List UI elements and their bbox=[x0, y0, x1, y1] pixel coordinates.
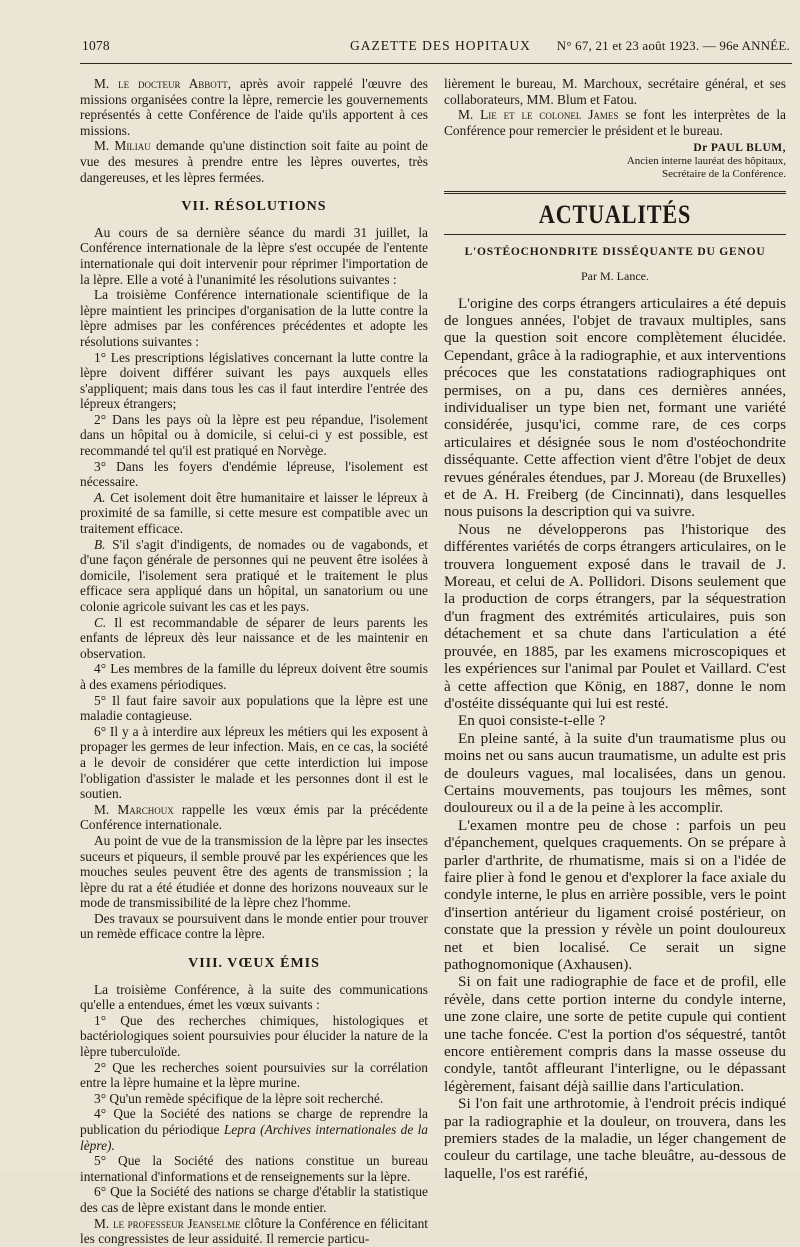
paragraph-text: clôture la Conférence en félicitant les congressistes de leur assiduité. Il remercie particu- bbox=[80, 1215, 428, 1247]
speaker-name: M. Lie et le colonel James bbox=[458, 107, 619, 123]
speaker-name: M. le docteur Abbott, bbox=[94, 76, 232, 91]
section-divider bbox=[444, 191, 786, 194]
paragraph: Au point de vue de la transmission de la lèpre par les insectes suceurs et piqueurs, il semble prouvé par les expériences que les mouches seules peuvent être des agents de transmission ; la lèpre du rat a été étudiée et donne des horizons nouveaux sur le mode de transmissibilité de la lèpre chez l'homme. bbox=[80, 832, 428, 911]
issue-info: N° 67, 21 et 23 août 1923. — 96e ANNÉE. bbox=[556, 38, 790, 53]
section-banner: ACTUALITÉS bbox=[538, 200, 692, 230]
paragraph-text: se font les interprètes de la Conférence pour remercier le président et le bureau. bbox=[444, 107, 786, 138]
resolution-item: 3° Dans les foyers d'endémie lépreuse, l'isolement est nécessaire. bbox=[80, 458, 428, 490]
abbott-paragraph bbox=[80, 76, 428, 138]
item-label: A. bbox=[94, 489, 106, 505]
article-paragraph: Si on fait une radiographie de face et de profil, elle révèle, dans cette portion interne du condyle interne, une zone claire, une sorte de petite cupule qui contient une tache foncée. C'est la portion d'os séquestré, tantôt encore entièrement compris dans la masse osseuse du condyle, tantôt affleurant l'interligne, ou le dépassant légèrement, faisant déjà saillie dans l'articulation. bbox=[444, 973, 786, 1095]
voeu-item bbox=[80, 1106, 428, 1153]
paragraph: lièrement le bureau, M. Marchoux, secrétaire général, et ses collaborateurs, MM. Blum et Fatou. bbox=[444, 76, 786, 107]
paragraph: Des travaux se poursuivent dans le monde entier pour trouver un remède efficace contre la lèpre. bbox=[80, 910, 428, 942]
left-column bbox=[80, 76, 428, 1247]
article-paragraph: En pleine santé, à la suite d'un traumatisme plus ou moins net ou sans aucun traumatisme, un adulte est pris de douleurs vagues, mal localisées, dans un genou. Certains mouvements, pas toujours les mêmes, sont douloureux ou il a de la peine à les accomplir. bbox=[444, 729, 786, 817]
item-label: C. bbox=[94, 614, 107, 630]
page-number: 1078 bbox=[82, 38, 110, 53]
banner-rule bbox=[444, 234, 786, 235]
article-paragraph: L'origine des corps étrangers articulaires a été depuis de longues années, l'objet de travaux multiples, sans que la question soit encore complètement élucidée. Cependant, grâce à la radiographie, et aux interventions précoces que les constatations radiographiques ont permises, on a pu, dans ces dernières années, individualiser un type bien net, formant une variété considérée, jusqu'ici, comme rare, de ces corps articulaires et désignée sous le nom d'ostéochondrite disséquante. Cette affection vient d'être l'objet de deux revues générales étendues, par J. Moreau (de Bruxelles) et de A. H. Freiberg (de Cincinnati), dans lesquelles nous puisons la description qui va suivre. bbox=[444, 294, 786, 521]
page-header bbox=[70, 38, 790, 64]
journal-title: GAZETTE DES HOPITAUX bbox=[350, 38, 531, 53]
resolution-sub-item bbox=[80, 490, 428, 537]
paragraph-text: S'il s'agit d'indigents, de nomades ou de vagabonds, et d'une façon générale de personnes qui ne peuvent être isolées à domicile, l'isolement sera pratiqué et le traitement le plus efficace sera appliqué dans un hôpital, un sanatorium ou une colonie agricole suivant les cas et les pays. bbox=[80, 536, 428, 614]
voeu-item: 1° Que des recherches chimiques, histologiques et bactériologiques soient poursuivies pour élucider la nature de la lèpre tuberculoïde. bbox=[80, 1012, 428, 1060]
signature-name: Dr PAUL BLUM, bbox=[693, 142, 786, 155]
article-paragraph: Si l'on fait une arthrotomie, à l'endroit précis indiqué par la radiographie et la douleur, on trouvera, dans les premiers stades de la maladie, un léger changement de couleur du cartilage, une tache bleuâtre, au-dessous de laquelle, l'os est raréfié, bbox=[444, 1095, 786, 1182]
item-label: B. bbox=[94, 536, 106, 552]
article-byline: Par M. Lance. bbox=[581, 268, 649, 283]
paragraph-text: Cet isolement doit être humanitaire et laisser le lépreux à proximité de sa famille, si cette mesure est compatible avec un traitement efficace. bbox=[80, 489, 428, 537]
section-title-voeux: VIII. VŒUX ÉMIS bbox=[188, 956, 320, 972]
lie-james-paragraph bbox=[444, 107, 786, 138]
signature-role: Secrétaire de la Conférence. bbox=[662, 168, 786, 181]
paragraph: La troisième Conférence internationale scientifique de la lèpre maintient les principes d'organisation de la lutte contre la lèpre admises par les conférences précédentes et adopte les résolutions suivantes : bbox=[80, 287, 428, 349]
resolution-item: 4° Les membres de la famille du lépreux doivent être soumis à des examens périodiques. bbox=[80, 661, 428, 692]
voeu-item: 2° Que les recherches soient poursuivies sur la corrélation entre la lèpre humaine et la lèpre murine. bbox=[80, 1059, 428, 1091]
speaker-name: M. Marchoux bbox=[94, 801, 174, 817]
paragraph-text: Il est recommandable de séparer de leurs parents les enfants de lépreux dès leur naissance et de les maintenir en observation. bbox=[80, 614, 428, 661]
miliau-paragraph bbox=[80, 138, 428, 185]
article-paragraph: Nous ne développerons pas l'historique des différentes variétés de corps étrangers articulaires, on le trouvera longuement exposé dans le travail de J. Moreau, et celui de A. Pollidori. Disons seulement que la production de corps étrangers, par la séquestration d'un fragment des extrémités articulaires, puis son détachement et sa chute dans l'articulation a été prouvée, en 1885, par les examens microscopiques et les expériences sur l'animal par Poulet et Vaillard. C'est à cette affection que König, en 1887, donne le nom d'ostéite disséquante qui lui est resté. bbox=[444, 520, 786, 712]
resolution-item: 6° Il y a à interdire aux lépreux les métiers qui les exposent à propager les germes de leur infection. Mais, en ce cas, la société a le devoir de considérer que cette interdiction lui impose l'obligation d'assister le malade et les personnes dont il est le soutien. bbox=[80, 723, 428, 802]
resolution-sub-item bbox=[80, 537, 428, 615]
section-title-resolutions: VII. RÉSOLUTIONS bbox=[181, 199, 327, 215]
article-paragraph: L'examen montre peu de chose : parfois un peu d'épanchement, quelques craquements. On se prépare à parler d'arthrite, de rhumatisme, mais si on a l'idée de faire plier à fond le genou et d'explorer la face axiale du condyle interne, le plus en arrière possible, vers le point d'insertion antérieur du ligament croisé postérieur, on constate que la pression y révèle un point douloureux net et bien localisé. Ce serait un signe pathognomonique (Axhausen). bbox=[444, 816, 786, 973]
resolution-sub-item bbox=[80, 615, 428, 662]
header-rule bbox=[80, 63, 792, 64]
resolution-item: 1° Les prescriptions législatives concernant la lutte contre la lèpre doivent différer suivant les pays auxquels elles s'appliquent; mais dans tous les cas il faut interdire l'entrée des lépreux étrangers; bbox=[80, 349, 428, 412]
paragraph-text: rappelle les vœux émis par la précédente Conférence internationale. bbox=[80, 801, 428, 833]
article-title: L'OSTÉOCHONDRITE DISSÉQUANTE DU GENOU bbox=[464, 246, 766, 259]
speaker-name: M. Miliau bbox=[94, 138, 151, 154]
periodical-title: Lepra (Archives internationales de la lèpre). bbox=[80, 1122, 428, 1153]
paragraph: La troisième Conférence, à la suite des communications qu'elle a entendues, émet les vœux suivants : bbox=[80, 981, 428, 1013]
closing-paragraph bbox=[80, 1216, 428, 1247]
resolution-item: 5° Il faut faire savoir aux populations que la lèpre est une maladie contagieuse. bbox=[80, 692, 428, 724]
paragraph: Au cours de sa dernière séance du mardi 31 juillet, la Conférence internationale de la lèpre s'est occupée de l'entente internationale qui doit intervenir pour réprimer l'importation de la lèpre. Elle a voté à l'unanimité les résolutions suivantes : bbox=[80, 224, 428, 287]
voeu-item: 5° Que la Société des nations constitue un bureau international d'informations et de renseignements sur la lèpre. bbox=[80, 1153, 428, 1184]
voeu-item: 3° Qu'un remède spécifique de la lèpre soit recherché. bbox=[94, 1090, 384, 1106]
marchoux-paragraph bbox=[80, 802, 428, 833]
speaker-name: M. le professeur Jeanselme bbox=[94, 1215, 241, 1231]
paragraph-text: demande qu'une distinction soit faite au point de vue des mesures à prendre entre les lèpres ouvertes, très dangereuses, et les lèpres fermées. bbox=[80, 138, 428, 185]
resolution-item: 2° Dans les pays où la lèpre est peu répandue, l'isolement dans un hôpital ou à domicile, si celui-ci y est possible, est recommandé tel qu'il est pratiqué en Norvège. bbox=[80, 411, 428, 459]
paragraph-text: après avoir rappelé l'œuvre des missions organisées contre la lèpre, remercie les gouvernements représentés à cette Conférence de l'aide qu'ils apportent à ces missions. bbox=[80, 76, 428, 138]
voeu-item: 6° Que la Société des nations se charge d'établir la statistique des cas de lèpre existant dans le monde entier. bbox=[80, 1184, 428, 1215]
right-column bbox=[444, 76, 786, 1182]
signature-block bbox=[444, 142, 786, 181]
paragraph-text: 4° Que la Société des nations se charge de reprendre la publication du périodique bbox=[80, 1106, 428, 1137]
article-body bbox=[444, 295, 786, 1183]
signature-title: Ancien interne lauréat des hôpitaux, bbox=[626, 155, 786, 168]
article-paragraph: En quoi consiste-t-elle ? bbox=[458, 712, 606, 730]
